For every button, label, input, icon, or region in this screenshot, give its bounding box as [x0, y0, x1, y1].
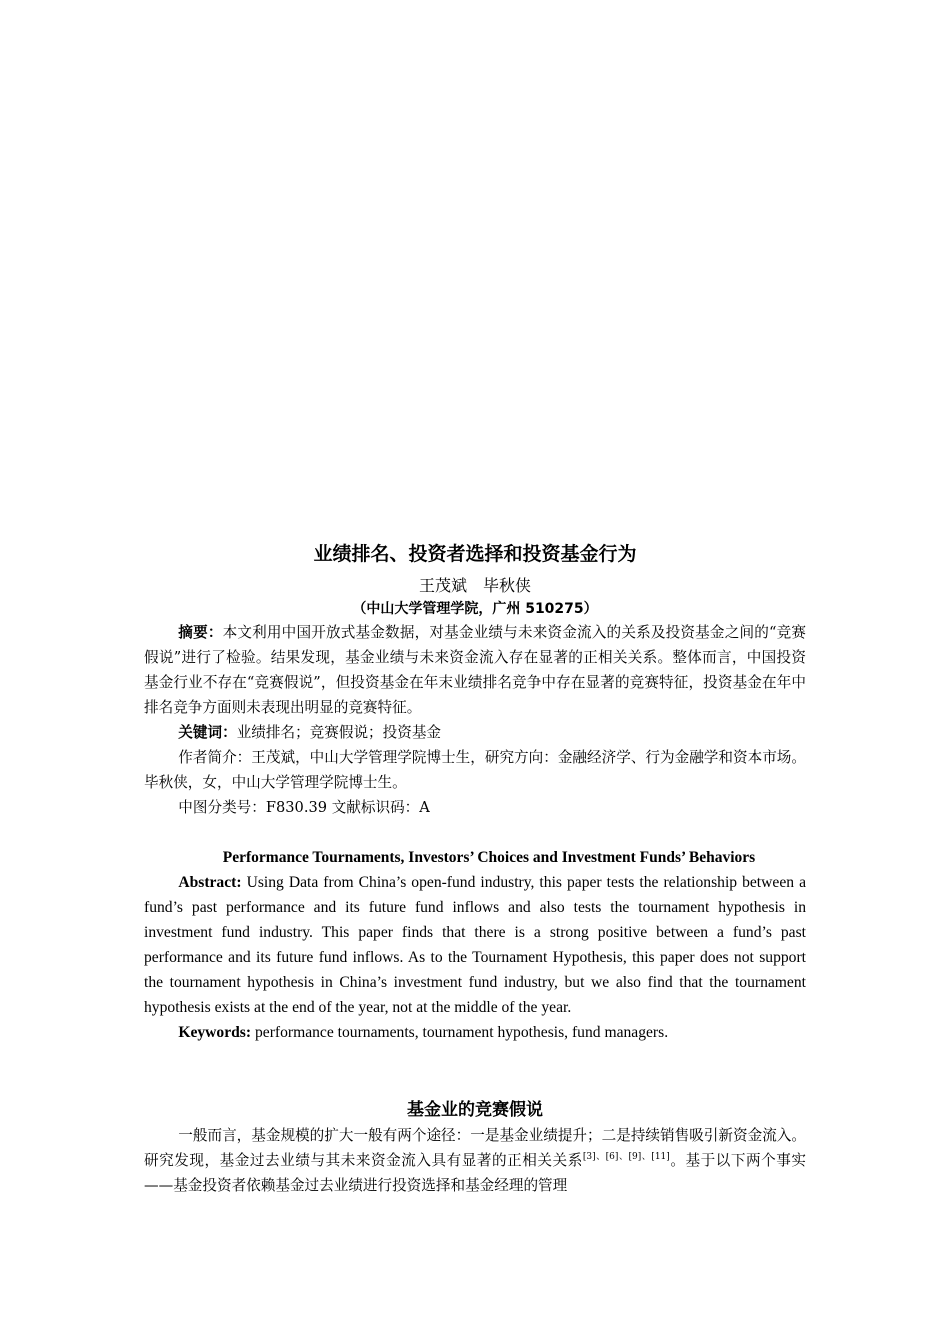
keywords-cn	[144, 720, 806, 745]
abstract-en	[144, 870, 806, 1020]
section-heading: 基金业的竞赛假说	[407, 1100, 543, 1120]
keywords-cn-label: 关键词：	[178, 724, 237, 741]
section-text-2: 。基于以下两个事实——基金投资者依赖基金过去业绩进行投资选择和基金经理的管理	[144, 1152, 806, 1194]
paper-title-cn: 业绩排名、投资者选择和投资基金行为	[313, 543, 637, 565]
abstract-cn-label: 摘要：	[178, 624, 223, 641]
abstract-cn-text: 本文利用中国开放式基金数据，对基金业绩与未来资金流入的关系及投资基金之间的“竞赛假说”进行了检验。结果发现，基金业绩与未来资金流入存在显著的正相关关系。整体而言，中国投资基金行业不存在“竞赛假说”，但投资基金在年末业绩排名竞争中存在显著的竞赛特征，投资基金在年中排名竞争方面则未表现出明显的竞赛特征。	[144, 624, 806, 716]
keywords-en	[144, 1020, 806, 1045]
section-body	[144, 1123, 806, 1198]
abstract-en-text: Using Data from China’s open-fund industry, this paper tests the relationship between a fund’s past performance and its future fund inflows and also tests the tournament hypothesis in investment fund industry. This paper finds that there is a strong positive between a fund’s past performance and its future fund inflows. As to the Tournament Hypothesis, this paper does not support the tournament hypothesis in China’s investment fund industry, but we also find that the tournament hypothesis exists at the end of the year, not at the middle of the year.	[144, 874, 806, 1016]
author-bio: 作者简介：王茂斌，中山大学管理学院博士生，研究方向：金融经济学、行为金融学和资本市场。毕秋侠，女，中山大学管理学院博士生。	[144, 749, 806, 791]
classification: 中图分类号：F830.39 文献标识码：A	[178, 799, 430, 816]
paper-title-en: Performance Tournaments, Investors’ Choices and Investment Funds’ Behaviors	[222, 849, 756, 866]
keywords-cn-text: 业绩排名；竞赛假说；投资基金	[236, 724, 442, 741]
keywords-en-label: Keywords:	[178, 1024, 252, 1041]
citation-refs: [3]、[6]、[9]、[11]	[582, 1152, 670, 1162]
authors-cn: 王茂斌 毕秋侠	[418, 576, 531, 595]
section-text-1: 一般而言，基金规模的扩大一般有两个途径：一是基金业绩提升；二是持续销售吸引新资金流入。研究发现，基金过去业绩与其未来资金流入具有显著的正相关关系	[144, 1127, 806, 1169]
affiliation-cn: （中山大学管理学院，广州 510275）	[352, 601, 598, 617]
paper-page	[144, 538, 806, 1198]
abstract-en-label: Abstract:	[178, 874, 242, 891]
abstract-cn	[144, 620, 806, 720]
keywords-en-text: performance tournaments, tournament hypothesis, fund managers.	[251, 1024, 669, 1041]
